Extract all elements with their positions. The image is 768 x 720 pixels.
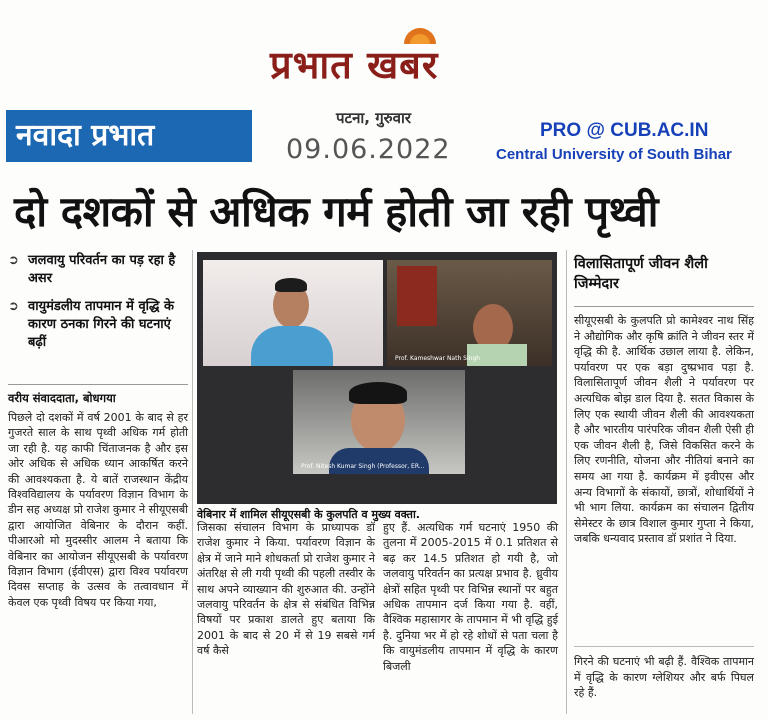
video-tile-speaker [203, 260, 383, 366]
sidebar-body: सीयूएसबी के कुलपति प्रो कामेश्वर नाथ सिंह ने औद्योगिक और कृषि क्रांति ने जीवन स्तर में वृद्धि की है. आर्थिक उछाल लाया है. लेकिन, पर्यावरण पर एक बड़ा दुष्प्रभाव पड़ा है. विलासितापूर्ण जीवन शैली ने पर्यावरण पर अत्यधिक बोझ डाल दिया है. सतत विकास के लिए एक स्थायी जीवन शैली की आवश्यकता है और भारतीय पारंपरिक जीवन शैली ऐसी ही एक जीवन शैली है, जिसे विकसित करने के लिए रणनीति, योजना और नीतियां बनाने का समय आ गया है. कार्यक्रम में इवीएस और अन्य विभागों के संकायों, छात्रों, शोधार्थियों ने भी भाग लिया. कार्यक्रम का संचालन द्वितीय सेमेस्टर के छात्र विशाल कुमार गुप्ता ने किया, जबकि धन्यवाद प्रस्ताव डॉ प्रशांत ने दिया. [574, 306, 754, 640]
bullet-item [8, 298, 188, 352]
pro-credit: PRO @ CUB.AC.IN [540, 120, 709, 141]
sidebar-tail: गिरने की घटनाएं भी बढ़ी हैं. वैश्विक तापमान में वृद्धि के कारण ग्लेशियर और बर्फ पिघल रहे हैं. [574, 655, 754, 700]
masthead-title: प्रभात खबर [270, 43, 439, 87]
dateline-date: 09.06.2022 [286, 134, 451, 165]
arrow-bullet-icon: ➲ [8, 299, 19, 314]
sidebar-divider [574, 646, 754, 647]
dateline-city: पटना, गुरुवार [336, 109, 411, 127]
column-divider [566, 250, 567, 714]
article-column-3: हुए हैं. अत्यधिक गर्म घटनाएं 1950 की तुलना में 2005-2015 में 0.1 प्रतिशत से बढ़ कर 14.5 प्रतिशत हो गयी है, जो जलवायु परिवर्तन का प्रत्यक्ष प्रभाव है. ध्रुवीय क्षेत्रों सहित पृथ्वी पर विभिन्न स्थानों पर बहुत अधिक तापमान दर्ज किया गया है. वहीं, वैश्विक महासागर के तापमान में भी वृद्धि हुई है. दुनिया भर में हो रहे शोधों से पता चला है कि वायुमंडलीय तापमान में वृद्धि के कारण बिजली [383, 521, 558, 673]
newspaper-masthead [270, 18, 510, 88]
article-column-1: पिछले दो दशकों में वर्ष 2001 के बाद से हर गुजरते साल के साथ पृथ्वी अधिक गर्म होती जा रही है. यह काफी चिंताजनक है और इस ओर अधिक से अधिक ध्यान आकर्षित करने की आवश्यकता है. ये बातें राजस्थान केंद्रीय विश्वविद्यालय के पर्यावरण विज्ञान विभाग के डीन सह अध्यक्ष प्रो राजेश कुमार ने सीयूएसबी द्वारा आयोजित वेबिनार के दौरान कहीं. पीआरओ मो मुदस्सीर आलम ने बताया कि वेबिनार का आयोजन सीयूएसबी के पर्यावरण विज्ञान विभाग (ईवीएस) द्वारा विश्व पर्यावरण दिवस सप्ताह के उत्सव के तत्वावधान में केवल एक पृथ्वी विषय पर किया गया, [8, 411, 188, 609]
column-divider [192, 250, 193, 714]
video-tile-chief-speaker [293, 370, 465, 474]
section-banner: नवादा प्रभात [6, 110, 252, 162]
tile-name-label: Prof. Kameshwar Nath Singh [395, 355, 481, 362]
photo-caption: वेबिनार में शामिल सीयूएसबी के कुलपति व मुख्य वक्ता. [197, 508, 420, 521]
arrow-bullet-icon: ➲ [8, 253, 19, 268]
webinar-photo [197, 252, 557, 504]
bullet-text: जलवायु परिवर्तन का पड़ रहा है असर [28, 253, 176, 286]
tile-name-label: Prof. Nitesh Kumar Singh (Professor, ER... [301, 463, 425, 470]
sidebar-heading: विलासितापूर्ण जीवन शैली जिम्मेदार [574, 256, 708, 292]
bullet-item [8, 252, 188, 288]
reporter-byline: वरीय संवाददाता, बोधगया [8, 384, 188, 406]
university-credit: Central University of South Bihar [496, 146, 732, 163]
article-headline: दो दशकों से अधिक गर्म होती जा रही पृथ्वी [14, 187, 659, 236]
bullet-list [8, 252, 188, 362]
video-tile-vice-chancellor [387, 260, 552, 366]
bullet-text: वायुमंडलीय तापमान में वृद्धि के कारण ठनका गिरने की घटनाएं बढ़ीं [28, 299, 174, 350]
article-column-2: जिसका संचालन विभाग के प्राध्यापक डॉ राजेश कुमार ने किया. पर्यावरण विज्ञान के क्षेत्र में जाने माने शोधकर्ता प्रो राजेश कुमार ने अंतरिक्ष से ली गयी पृथ्वी की पहली तस्वीर के साथ अपने व्याख्यान की शुरुआत की. उन्होंने जलवायु परिवर्तन के क्षेत्र से संबंधित विभिन्न विषयों पर प्रकाश डालते हुए बताया कि 2001 के बाद से 20 में से 19 सबसे गर्म वर्ष कैसे [197, 521, 375, 658]
